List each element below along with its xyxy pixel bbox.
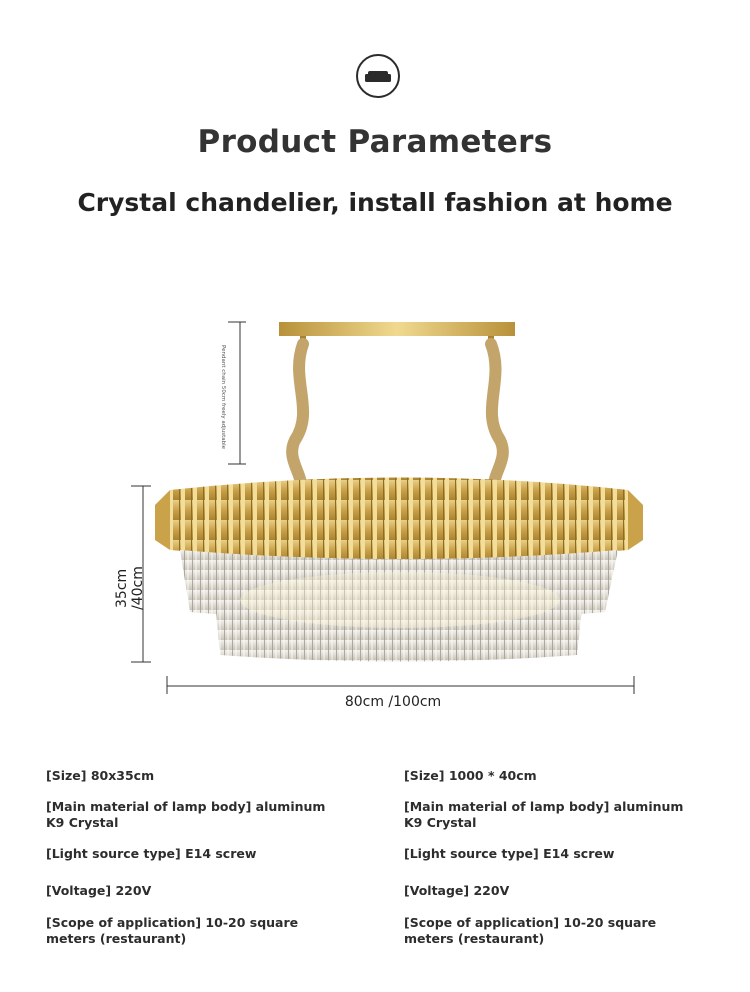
spec-left-light-source: [Light source type] E14 screw [46, 846, 257, 861]
page-subtitle: Crystal chandelier, install fashion at home [77, 188, 673, 217]
spec-left-material: [Main material of lamp body] aluminum K9 Crystal [46, 799, 326, 830]
spec-right-voltage: [Voltage] 220V [404, 883, 510, 898]
sofa-badge [356, 54, 400, 98]
spec-left-size: [Size] 80x35cm [46, 768, 155, 783]
page-title: Product Parameters [197, 124, 553, 160]
width-dimension-label: 80cm /100cm [344, 694, 442, 710]
chandelier-diagram [0, 300, 750, 730]
spec-right-scope: [Scope of application] 10-20 square meters (restaurant) [404, 915, 657, 946]
sofa-icon [358, 56, 398, 96]
spec-left-scope: [Scope of application] 10-20 square meters (restaurant) [46, 915, 299, 946]
height-dimension-label: 35cm /40cm [114, 566, 146, 610]
chain-length-note: Pendant chain 50cm freely adjustable [220, 345, 226, 450]
spec-right-light-source: [Light source type] E14 screw [404, 846, 615, 861]
spec-right-size: [Size] 1000 * 40cm [404, 768, 537, 783]
spec-left-voltage: [Voltage] 220V [46, 883, 152, 898]
spec-right-material: [Main material of lamp body] aluminum K9 Crystal [404, 799, 684, 830]
